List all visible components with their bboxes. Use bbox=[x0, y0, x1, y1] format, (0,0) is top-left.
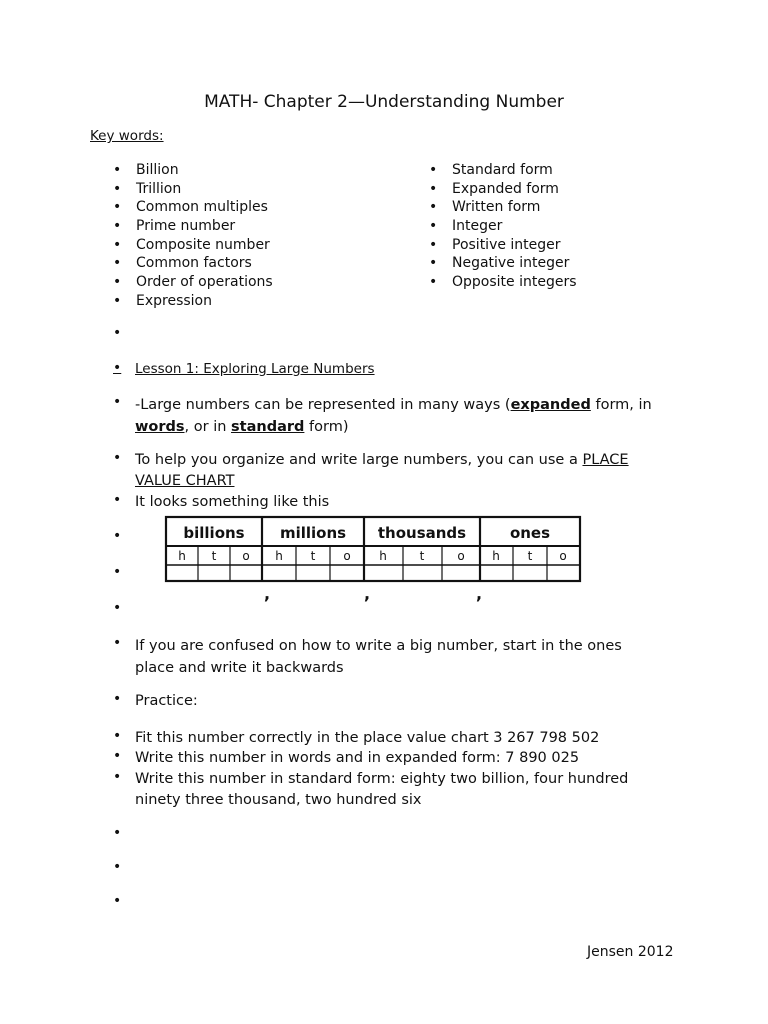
keyword-item: • Expression bbox=[113, 292, 273, 311]
place-label: o bbox=[457, 549, 465, 563]
keyword-item: • Expanded form bbox=[429, 180, 577, 199]
place-label: t bbox=[419, 549, 425, 563]
bullet-dot: • bbox=[113, 748, 122, 764]
organize-text: To help you organize and write large numbers, you can use a PLACE VALUE CHART bbox=[135, 452, 629, 489]
bullet-dot: • bbox=[113, 691, 122, 707]
period-separator-mark: , bbox=[263, 584, 271, 603]
bullet-dot: • bbox=[113, 825, 122, 841]
keyword-item: • Billion bbox=[113, 161, 273, 180]
bullet-dot: • bbox=[113, 859, 122, 875]
keyword-item: • Trillion bbox=[113, 180, 273, 199]
place-label: t bbox=[211, 549, 217, 563]
period-separator-mark: , bbox=[475, 584, 483, 603]
bullet-dot: • bbox=[113, 600, 122, 616]
keywords-left-list bbox=[113, 161, 273, 311]
term-words: words bbox=[135, 419, 185, 435]
place-label: t bbox=[527, 549, 533, 563]
place-label: o bbox=[559, 549, 567, 563]
place-label: h bbox=[178, 549, 186, 563]
lesson-heading: Lesson 1: Exploring Large Numbers bbox=[135, 361, 375, 377]
keyword-item: • Opposite integers bbox=[429, 273, 577, 292]
keyword-item: • Order of operations bbox=[113, 273, 273, 292]
bullet-dot: • bbox=[113, 528, 122, 544]
term-standard: standard bbox=[231, 419, 305, 435]
practice-question-text: Fit this number correctly in the place value chart 3 267 798 502 bbox=[135, 730, 600, 746]
practice-question-text: Write this number in standard form: eighty two billion, four hundred ninety three thousand, two hundred six bbox=[135, 771, 629, 808]
keyword-item: • Positive integer bbox=[429, 236, 577, 255]
place-label: o bbox=[242, 549, 250, 563]
place-value-chart-term: PLACE VALUE CHART bbox=[135, 452, 629, 489]
place-label: o bbox=[343, 549, 351, 563]
bullet-dot: • bbox=[113, 492, 122, 508]
period-label-thousands: thousands bbox=[377, 524, 467, 542]
bullet-dot: • bbox=[113, 450, 122, 466]
bullet-dot: • bbox=[113, 728, 122, 744]
practice-question-text: Write this number in words and in expanded form: 7 890 025 bbox=[135, 750, 580, 766]
place-label: h bbox=[379, 549, 387, 563]
place-label: h bbox=[492, 549, 500, 563]
bullet-dot: • bbox=[113, 635, 122, 651]
place-label: t bbox=[310, 549, 316, 563]
bullet-dot: • bbox=[113, 394, 122, 410]
keyword-item: • Composite number bbox=[113, 236, 273, 255]
bullet-dot: • bbox=[113, 769, 122, 785]
footer-author: Jensen 2012 bbox=[587, 944, 674, 960]
place-label: h bbox=[275, 549, 283, 563]
keywords-right-list bbox=[429, 161, 577, 292]
page-title: MATH- Chapter 2—Understanding Number bbox=[204, 92, 564, 112]
period-label-ones: ones bbox=[509, 524, 551, 542]
place-value-chart bbox=[164, 515, 584, 605]
keywords-heading: Key words: bbox=[90, 128, 164, 144]
bullet-dot: • bbox=[113, 893, 122, 909]
keyword-item: • Standard form bbox=[429, 161, 577, 180]
bullet-dot: • bbox=[113, 564, 122, 580]
term-expanded: expanded bbox=[510, 397, 591, 413]
keyword-item: • Common factors bbox=[113, 254, 273, 273]
keyword-item: • Negative integer bbox=[429, 254, 577, 273]
keyword-item: • Prime number bbox=[113, 217, 273, 236]
looks-like-text: It looks something like this bbox=[135, 494, 330, 510]
keyword-item: • Written form bbox=[429, 198, 577, 217]
practice-label: Practice: bbox=[135, 693, 198, 709]
bullet-dot: • bbox=[113, 325, 122, 341]
period-label-billions: billions bbox=[183, 524, 245, 542]
keyword-item: • Integer bbox=[429, 217, 577, 236]
confused-text: If you are confused on how to write a big number, start in the ones place and write it backwards bbox=[135, 638, 622, 676]
period-label-millions: millions bbox=[279, 524, 347, 542]
keyword-item: • Common multiples bbox=[113, 198, 273, 217]
large-numbers-text: -Large numbers can be represented in many ways (expanded form, in words, or in standard form) bbox=[135, 397, 652, 435]
period-separator-mark: , bbox=[363, 584, 371, 603]
bullet-dot: • bbox=[113, 360, 122, 376]
